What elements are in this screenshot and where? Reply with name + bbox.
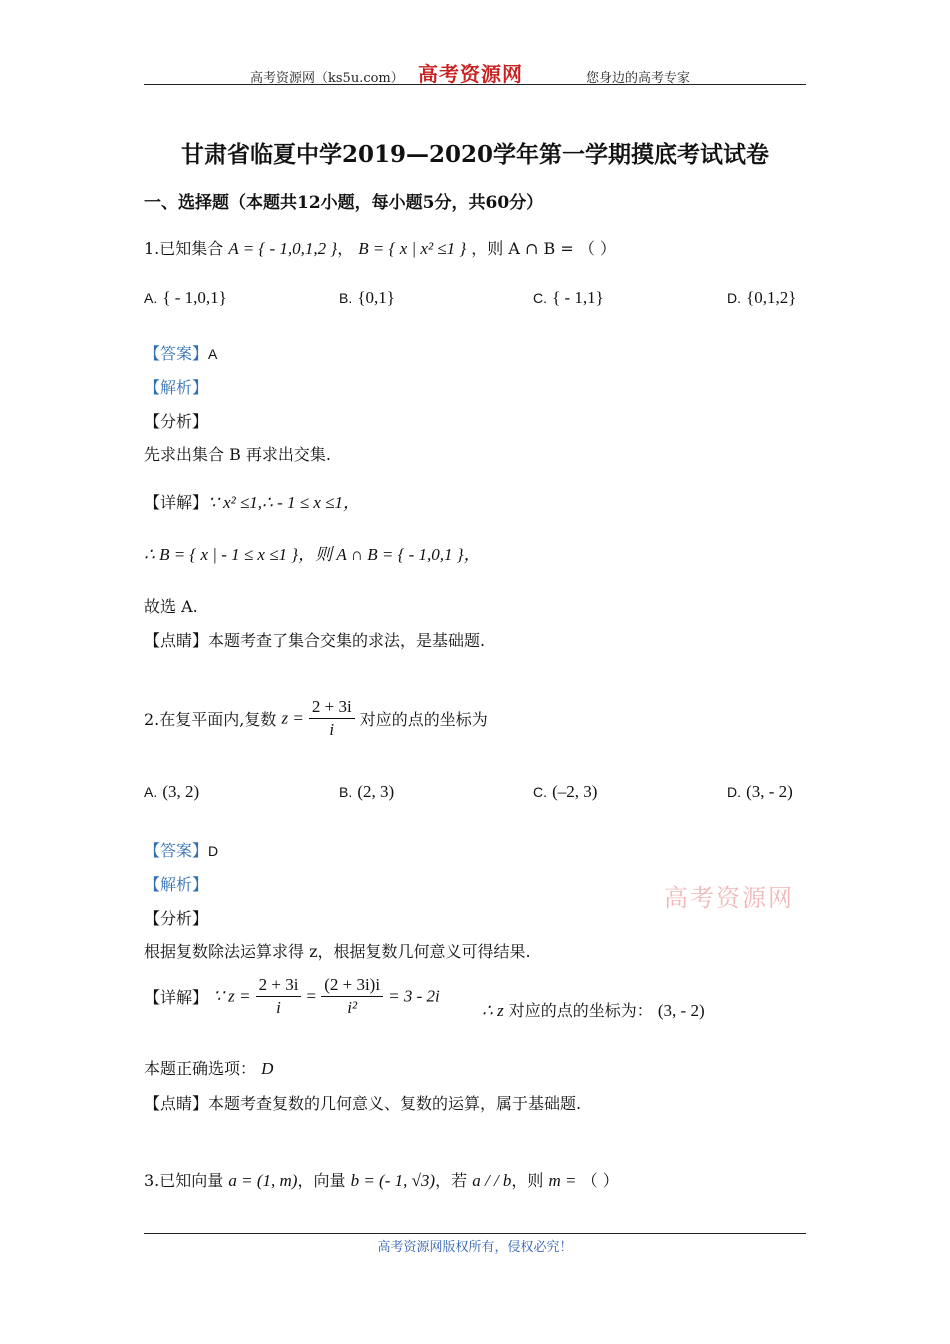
correct-label: 本题正确选项： [144,1059,257,1078]
option-label: B. [339,290,353,306]
q2-answer [144,838,218,861]
header-left-text: 高考资源网（ks5u.com） [250,71,404,86]
q3-tail: （ ） [581,1171,619,1190]
section-heading: 一、选择题（本题共12小题，每小题5分，共60分） [144,193,544,213]
detail-because: ∵ z = [213,986,251,1006]
q2-detail [144,974,440,1019]
q3-stem [144,1168,619,1191]
option-label: D. [727,784,741,800]
detail-fraction-1 [256,974,302,1019]
header-logo: 高考资源网 [418,62,523,86]
q2-fenxi-label: 【分析】 [144,909,209,928]
q2-option-d [727,782,793,802]
detail-fraction-2 [321,974,383,1019]
fraction-denominator: i [329,720,335,739]
detail-therefore: ∴ z [482,1001,504,1020]
page-title: 甘肃省临夏中学2019—2020学年第一学期摸底考试试卷 [180,141,770,168]
option-label: A. [144,784,158,800]
detail-point: (3, - 2) [657,1001,705,1020]
detail-label: 【详解】 [144,493,209,512]
q3-mid-2: ，若 [435,1171,468,1190]
q3-prefix: 3.已知向量 [144,1171,224,1190]
q1-fenxi-label: 【分析】 [144,412,209,431]
q3-vector-a: a = (1, m) [228,1171,298,1190]
footer-rule [144,1233,806,1234]
q1-prefix: 1.已知集合 [144,239,224,258]
option-value: (–2, 3) [552,782,598,801]
q1-fenxi-text: 先求出集合 B 再求出交集. [144,445,332,464]
q2-fenxi-text: 根据复数除法运算求得 z，根据复数几何意义可得结果. [144,942,531,961]
option-value: {0,1,2} [746,288,797,307]
option-value: (2, 3) [357,782,395,801]
detail-math: ∵ x² ≤1,∴ - 1 ≤ x ≤1， [208,493,360,512]
q2-prefix: 2.在复平面内,复数 [144,710,277,729]
fraction-denominator: i² [347,998,358,1017]
option-label: C. [533,784,547,800]
q1-set-a: A = { - 1,0,1,2 } [228,239,338,258]
q2-stem [144,696,488,741]
answer-label: 【答案】 [144,841,209,860]
q1-comment [144,628,485,651]
comment-text: 本题考查了集合交集的求法，是基础题. [208,631,486,650]
q3-parallel: a / / b [472,1171,512,1190]
q3-mid-3: ，则 [511,1171,544,1190]
option-value: (3, 2) [162,782,200,801]
q2-option-c [533,782,597,802]
q1-conclusion: 故选 A. [144,597,198,616]
q2-analysis-label: 【解析】 [144,875,209,894]
comment-label: 【点睛】 [144,1094,209,1113]
q2-tail: 对应的点的坐标为 [359,710,488,729]
q2-comment [144,1091,581,1114]
q3-vector-b: b = (- 1, √3) [350,1171,436,1190]
answer-value: A [208,346,218,362]
q1-option-d [727,288,796,308]
answer-label: 【答案】 [144,344,209,363]
q2-fraction [309,696,355,741]
watermark-text: 高考资源网 [664,884,794,912]
comment-label: 【点睛】 [144,631,209,650]
q2-detail-conclusion [482,998,705,1021]
option-label: C. [533,290,547,306]
q3-mid-1: ，向量 [297,1171,346,1190]
option-label: A. [144,290,158,306]
fraction-denominator: i [276,998,281,1017]
detail-result: = 3 - 2i [388,986,440,1006]
q1-comma: ， [337,239,354,258]
option-value: (3, - 2) [746,782,793,801]
header-right-text: 您身边的高考专家 [586,71,691,86]
q1-stem [144,236,616,259]
q2-option-a [144,782,199,802]
q1-analysis-label: 【解析】 [144,378,209,397]
q2-option-b [339,782,394,802]
detail-equals: = [306,986,317,1006]
fraction-numerator: (2 + 3i)i [321,974,383,997]
q1-detail-1 [144,488,360,513]
option-label: D. [727,290,741,306]
q3-m-eq: m = [548,1171,577,1190]
q1-answer [144,341,217,364]
q1-option-a [144,288,227,308]
q1-tail: ，则 A ∩ B = （ ） [471,239,616,258]
detail-math: ∴ B = { x | - 1 ≤ x ≤1 }，则 A ∩ B = { - 1,0,1 }， [144,545,481,564]
fraction-numerator: 2 + 3i [309,696,355,719]
comment-text: 本题考查复数的几何意义、复数的运算，属于基础题. [208,1094,582,1113]
option-label: B. [339,784,353,800]
q1-option-b [339,288,395,308]
correct-value: D [261,1059,274,1078]
answer-value: D [208,843,219,859]
q2-z-eq: z = [281,708,304,728]
q1-detail-2 [144,540,481,565]
q2-correct [144,1056,273,1079]
footer-text: 高考资源网版权所有，侵权必究！ [377,1240,573,1255]
header-rule [144,84,806,85]
option-value: { - 1,0,1} [162,288,227,307]
q1-set-b: B = { x | x² ≤1 } [358,239,467,258]
option-value: { - 1,1} [552,288,604,307]
fraction-numerator: 2 + 3i [256,974,302,997]
detail-tail: 对应的点的坐标为： [508,1001,653,1020]
detail-label: 【详解】 [144,988,209,1007]
q1-option-c [533,288,604,308]
option-value: {0,1} [357,288,395,307]
